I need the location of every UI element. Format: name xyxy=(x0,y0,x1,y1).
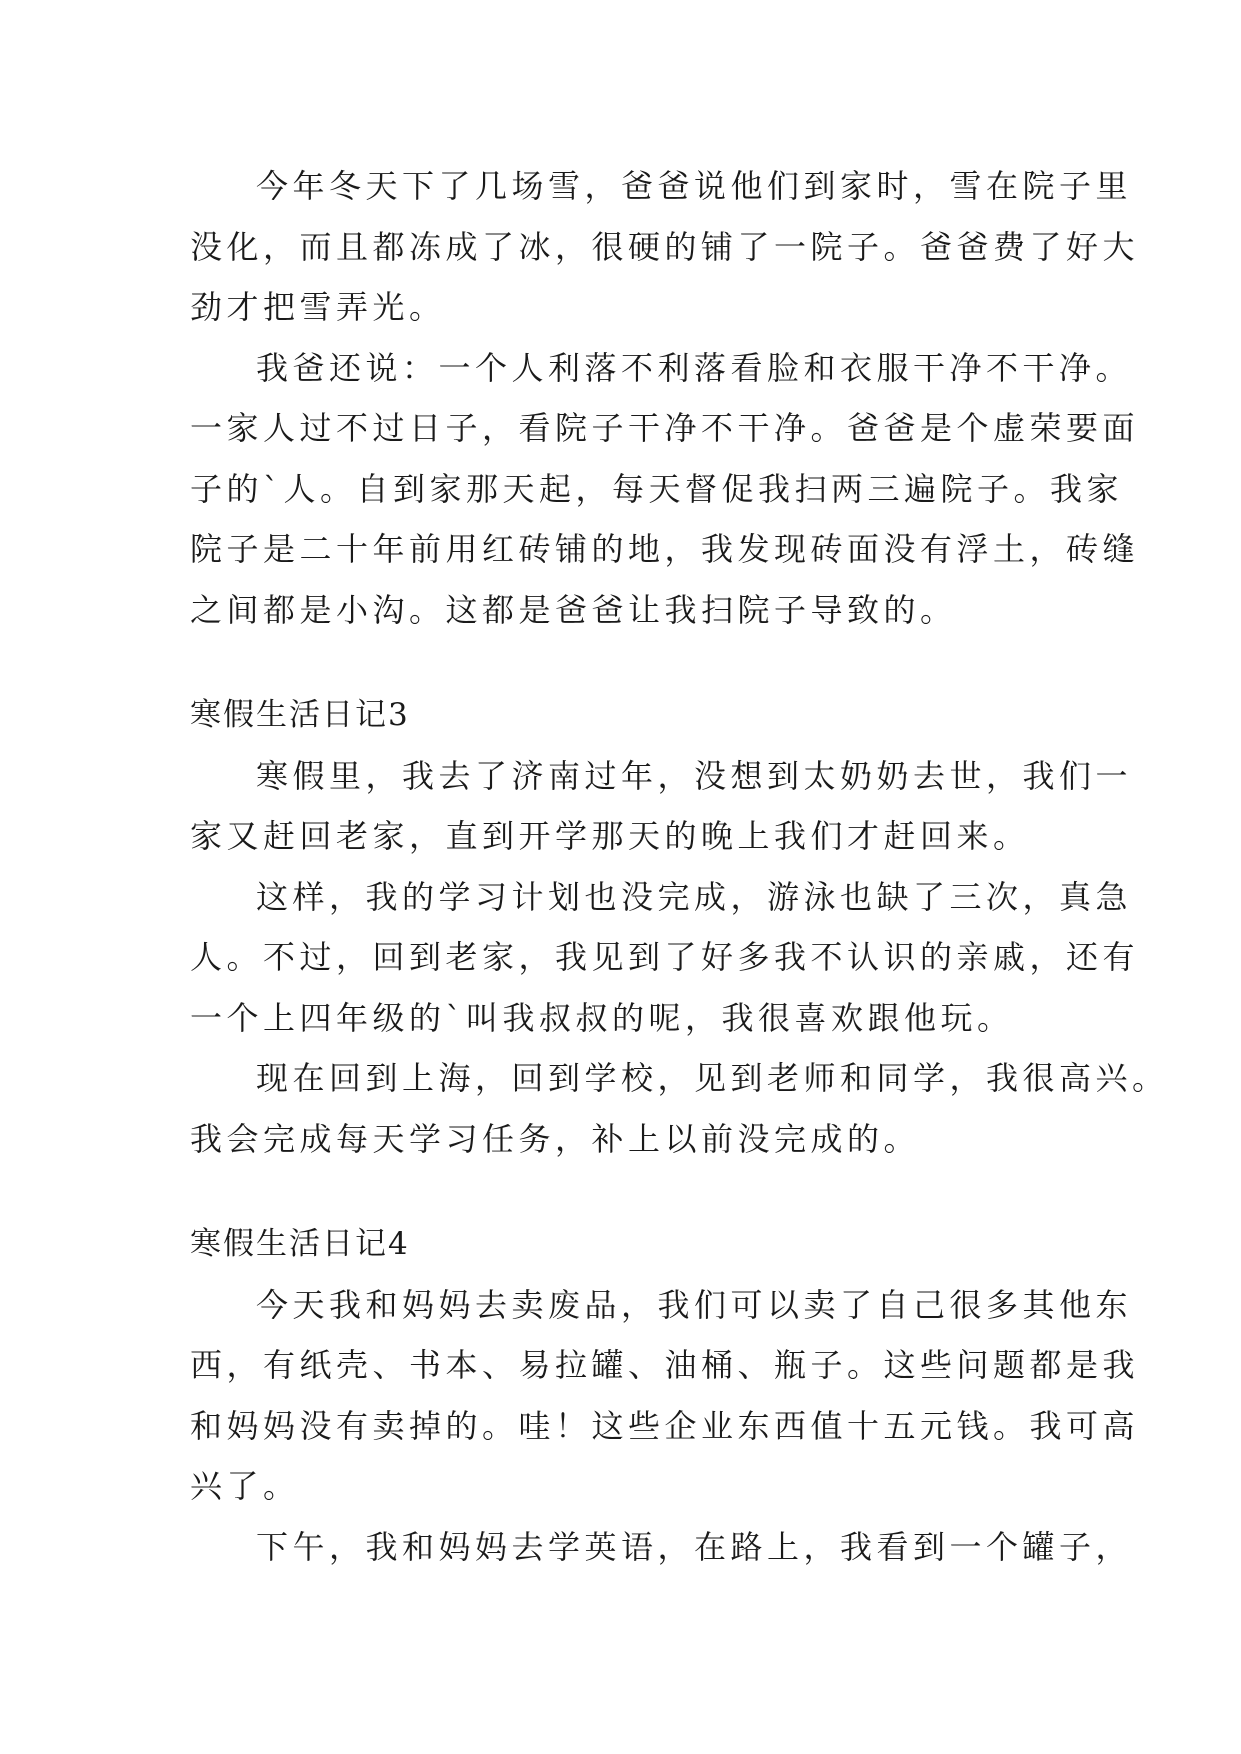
paragraph-line: 之间都是小沟。这都是爸爸让我扫院子导致的。 xyxy=(190,591,957,629)
paragraph-line: 下午，我和妈妈去学英语，在路上，我看到一个罐子， xyxy=(256,1528,1133,1566)
paragraph-line: 寒假里，我去了济南过年，没想到太奶奶去世，我们一 xyxy=(256,757,1133,795)
paragraph-line: 我会完成每天学习任务，补上以前没完成的。 xyxy=(190,1120,921,1158)
paragraph-line: 我爸还说：一个人利落不利落看脸和衣服干净不干净。 xyxy=(256,349,1133,387)
paragraph-line: 今年冬天下了几场雪，爸爸说他们到家时，雪在院子里 xyxy=(256,167,1133,205)
paragraph-line: 劲才把雪弄光。 xyxy=(190,288,446,326)
section-title: 寒假生活日记4 xyxy=(190,1226,410,1262)
paragraph-line: 这样，我的学习计划也没完成，游泳也缺了三次，真急 xyxy=(256,878,1133,916)
paragraph-line: 兴了。 xyxy=(190,1467,300,1505)
paragraph-line: 今天我和妈妈去卖废品，我们可以卖了自己很多其他东 xyxy=(256,1286,1133,1324)
paragraph-line: 一个上四年级的`叫我叔叔的呢，我很喜欢跟他玩。 xyxy=(190,999,1014,1037)
paragraph-line: 西，有纸壳、书本、易拉罐、油桶、瓶子。这些问题都是我 xyxy=(190,1346,1140,1384)
section-title: 寒假生活日记3 xyxy=(190,697,410,733)
paragraph-line: 家又赶回老家，直到开学那天的晚上我们才赶回来。 xyxy=(190,817,1030,855)
paragraph-line: 和妈妈没有卖掉的。哇！这些企业东西值十五元钱。我可高 xyxy=(190,1407,1140,1445)
paragraph-line: 院子是二十年前用红砖铺的地，我发现砖面没有浮土，砖缝 xyxy=(190,530,1140,568)
paragraph-line: 子的`人。自到家那天起，每天督促我扫两三遍院子。我家 xyxy=(190,470,1124,508)
paragraph-line: 现在回到上海，回到学校，见到老师和同学，我很高兴。 xyxy=(256,1059,1169,1097)
paragraph-line: 一家人过不过日子，看院子干净不干净。爸爸是个虚荣要面 xyxy=(190,409,1140,447)
paragraph-line: 人。不过，回到老家，我见到了好多我不认识的亲戚，还有 xyxy=(190,938,1140,976)
paragraph-line: 没化，而且都冻成了冰，很硬的铺了一院子。爸爸费了好大 xyxy=(190,228,1140,266)
